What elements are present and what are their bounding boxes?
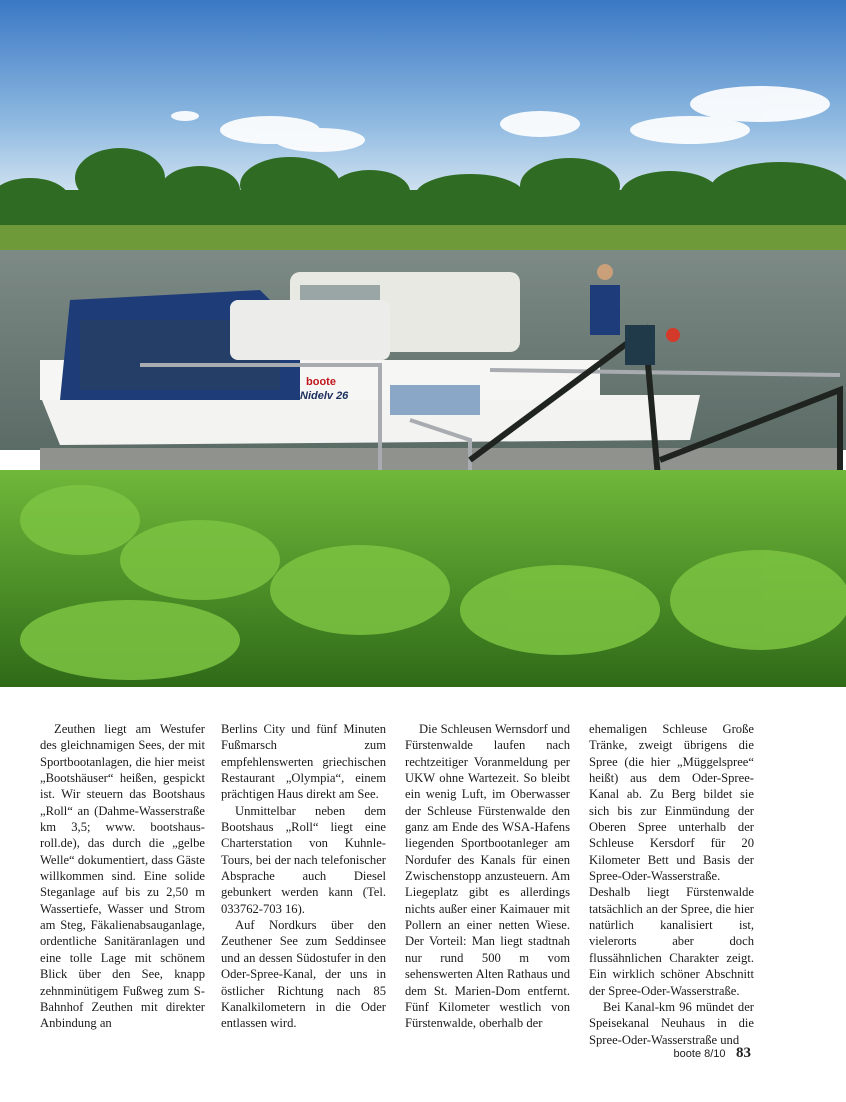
boat-name-label: Nidelv 26 xyxy=(300,390,349,402)
magazine-issue: boote 8/10 xyxy=(673,1047,726,1060)
paragraph: Bei Kanal-km 96 mündet der Speisekanal Neuhaus in die Spree-Oder-Wasserstraße und xyxy=(589,999,754,1047)
paragraph: Zeuthen liegt am Westufer des gleichnamigen Sees, der mit Sportbootanlagen, die hier meist „Bootshäuser“ heißen, gespickt ist. Wir steuern das Bootshaus „Roll“ an (Dahme-Wasserstraße km 3,5; www. bootshaus-roll.de), das durch die „gelbe Welle“ dokumentiert, dass Gäste willkommen sind. Eine solide Steganlage auf bis zu 2,50 m Wassertiefe, Wasser und Strom am Steg, Fäkalienabsauganlage, ordentliche Sanitäranlagen und eine tolle Lage mit schönem Blick über den See, knapp zehnminütigem Fußweg zum S-Bahnhof Zeuthen mit direkter Anbindung an xyxy=(40,722,205,1031)
paragraph: Unmittelbar neben dem Bootshaus „Roll“ liegt eine Charterstation von Kuhnle-Tours, bei der nach telefonischer Absprache auch Diesel gebunkert werden kann (Tel. 033762-703 16). xyxy=(221,803,386,916)
paragraph: ehemaligen Schleuse Große Tränke, zweigt übrigens die Spree (die hier „Müggelspree“ heißt) aus dem Oder-Spree-Kanal ab. Zu Berg bildet sie sich bis zur Einmündung der Oberen Spree unterhalb der Schleuse Kersdorf für 20 Kilometer Bett und Basis der Spree-Oder-Wasserstraße. Deshalb liegt Fürstenwalde tatsächlich an der Spree, die hier natürlich kanalisiert ist, vielerorts aber doch flussähnlichen Charakter zeigt. Ein wirklich schöner Abschnitt der Spree-Oder-Wasserstraße. xyxy=(589,722,754,998)
page-number: 83 xyxy=(736,1045,751,1062)
article-column-1 xyxy=(40,721,205,1032)
paragraph: Auf Nordkurs über den Zeuthener See zum Seddinsee und an dessen Südostufer in den Oder-Spree-Kanal, der uns in östlicher Richtung nach 85 Kanalkilometern in die Oder entlassen wird. xyxy=(221,918,386,1031)
paragraph: Die Schleusen Wernsdorf und Fürstenwalde laufen nach rechtzeitiger Voranmeldung per UKW ohne Wartezeit. So bleibt ein wenig Luft, im Oberwasser der Schleuse Fürstenwalde den ganz am Ende des WSA-Hafens liegenden Sportbootanleger am Nordufer des Kanals für einen Zwischenstopp anzusteuern. Am Liegeplatz gibt es allerdings nichts außer einer Kaimauer mit Pollern an einer netten Wiese. Der Vorteil: Man liegt stadtnah nur rund 500 m vom sehenswerten Alten Rathaus und dem St. Marien-Dom entfernt. Fünf Kilometer westlich von Fürstenwalde, oberhalb der xyxy=(405,722,570,1031)
article-column-4 xyxy=(589,721,754,1048)
article-column-3 xyxy=(405,721,570,1032)
page-footer xyxy=(674,1045,751,1063)
article-column-2 xyxy=(221,721,386,1032)
paragraph: Berlins City und fünf Minuten Fußmarsch zum empfehlenswerten griechischen Restaurant „Olympia“, einem prächtigen Haus direkt am See. xyxy=(221,722,386,802)
boat-brand-label: boote xyxy=(306,376,336,388)
